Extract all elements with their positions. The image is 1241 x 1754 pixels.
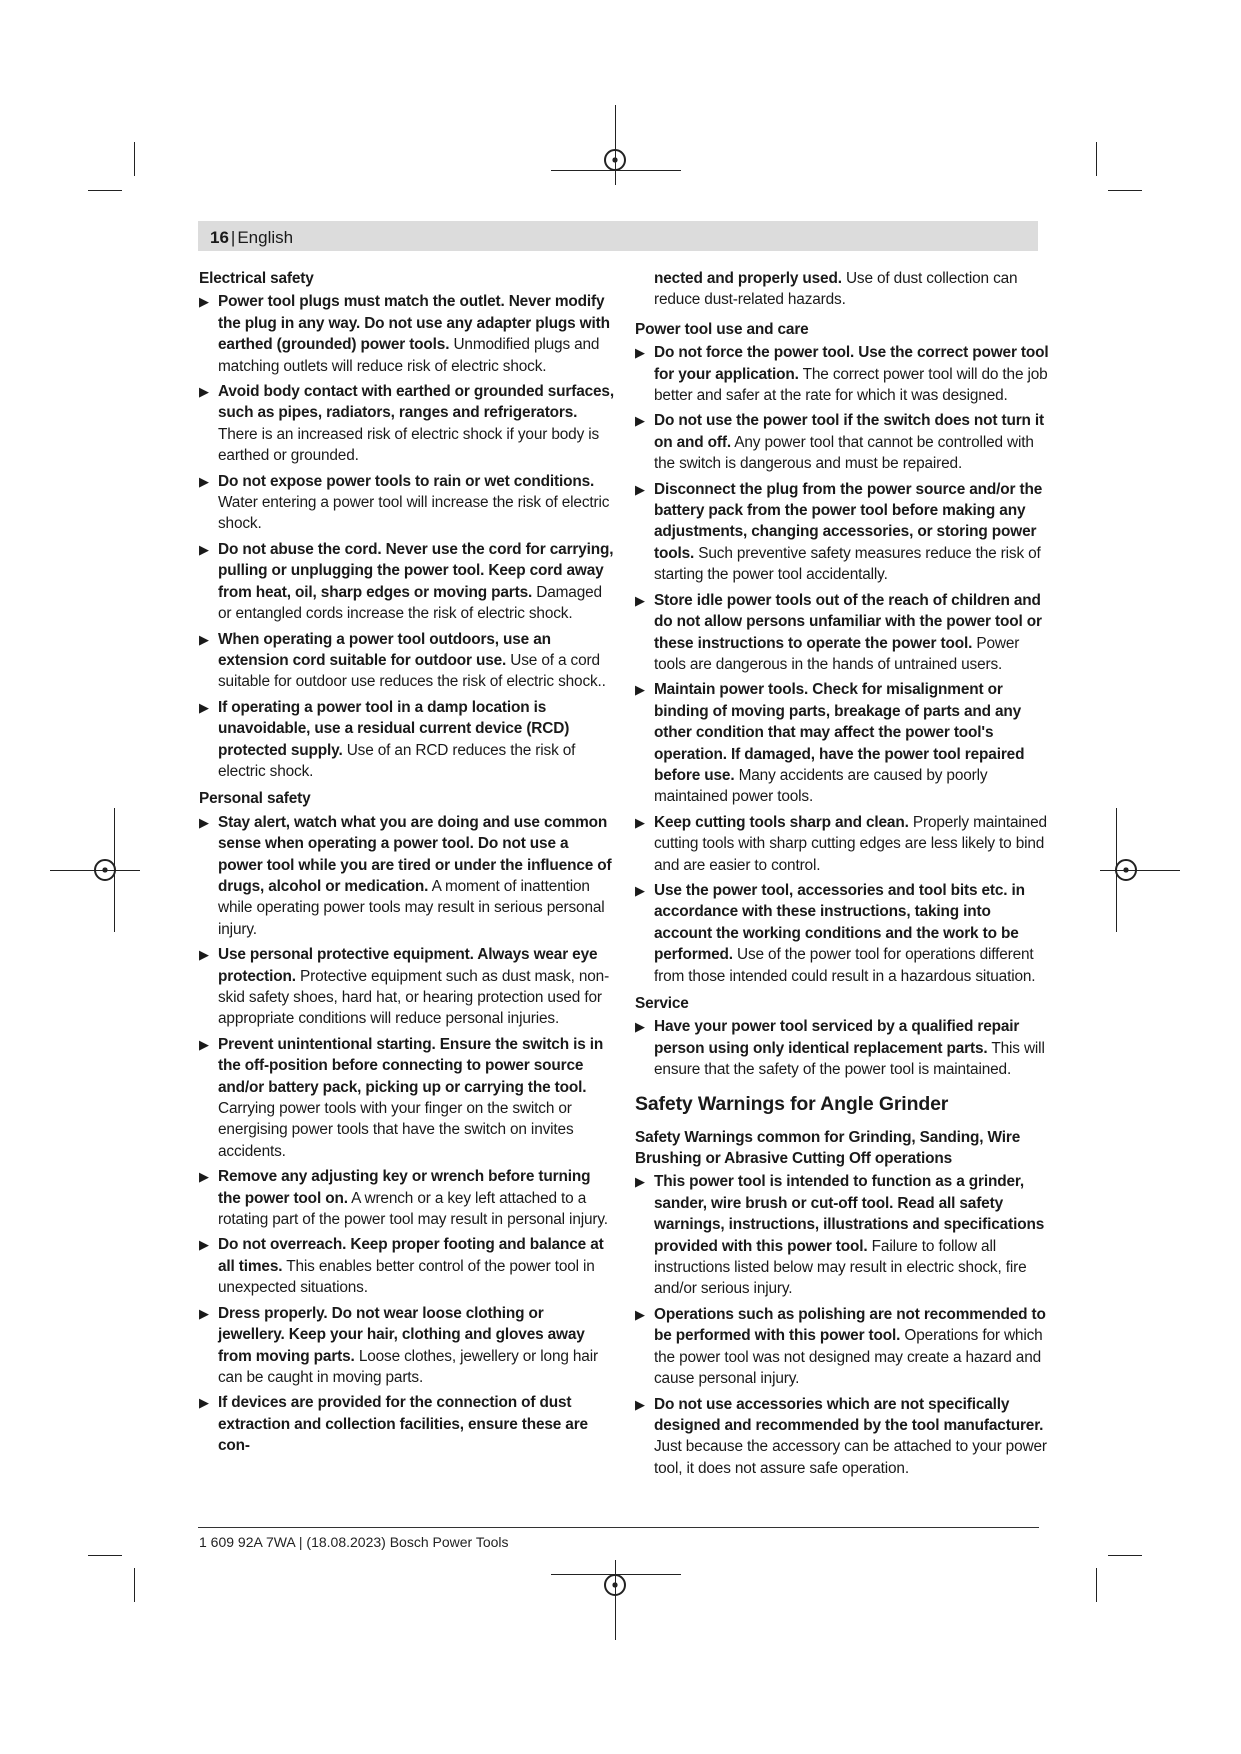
list-item: [635, 479, 1050, 586]
list-item: [199, 539, 614, 625]
list-item: [635, 812, 1050, 876]
list-item-bold: Avoid body contact with earthed or grounded surfaces, such as pipes, radiators, ranges and refrigerators.: [218, 383, 614, 422]
list-item-text: Just because the accessory can be attached to your power tool, it does not assure safe operation.: [654, 1438, 1047, 1477]
section-title-personal-safety: Personal safety: [199, 790, 311, 808]
list-item-bold: This power tool is intended to function as a grinder, sander, wire brush or cut-off tool. Read all safety warnings, instructions, illustrations and specifications provided with this power tool.: [654, 1173, 1045, 1255]
list-item-bold: Do not use the power tool if the switch does not turn it on and off.: [654, 412, 1045, 451]
list-item: [199, 697, 614, 783]
page-number: 16: [210, 228, 229, 247]
list-item-text: Any power tool that cannot be controlled with the switch is dangerous and must be repaired.: [654, 433, 1034, 473]
bullet-triangle-icon: ▶: [635, 345, 645, 361]
bullet-triangle-icon: ▶: [635, 481, 645, 497]
list-item-bold: Prevent unintentional starting. Ensure the switch is in the off-position before connecting to power source and/or battery pack, picking up or carrying the tool.: [218, 1035, 604, 1096]
list-item-text: This will ensure that the safety of the power tool is maintained.: [654, 1039, 1045, 1079]
section-title-electrical-safety: Electrical safety: [199, 270, 314, 287]
list-item: [199, 629, 614, 693]
list-item-text: A wrench or a key left attached to a rotating part of the power tool may result in personal injury.: [218, 1189, 608, 1229]
bullet-triangle-icon: ▶: [199, 1305, 209, 1321]
list-item-text: Unmodified plugs and matching outlets will reduce risk of electric shock.: [218, 336, 600, 375]
list-item-bold: Use personal protective equipment. Always wear eye protection.: [218, 946, 598, 985]
section-subtitle-angle-grinder: Safety Warnings common for Grinding, Sanding, Wire Brushing or Abrasive Cutting Off operations: [635, 1128, 1021, 1168]
section-title-service: Service: [635, 995, 689, 1012]
list-item: [635, 1171, 1050, 1299]
right-column: [635, 268, 1050, 1483]
list-item-text: Damaged or entangled cords increase the risk of electric shock.: [218, 583, 602, 623]
list-item-text: Loose clothes, jewellery or long hair can be caught in moving parts.: [218, 1347, 598, 1386]
bullet-triangle-icon: ▶: [199, 473, 209, 489]
list-item: [199, 1034, 614, 1162]
crop-mark: [1108, 190, 1142, 191]
section-title-use-care: Power tool use and care: [635, 320, 809, 338]
list-item-text: Use of a cord suitable for outdoor use reduces the risk of electric shock..: [218, 651, 606, 691]
list-item-bold: Have your power tool serviced by a qualified repair person using only identical replacement parts.: [654, 1018, 1020, 1057]
crop-mark: [1096, 1568, 1097, 1602]
bullet-triangle-icon: ▶: [635, 413, 645, 429]
list-item-bold: Do not abuse the cord. Never use the cord for carrying, pulling or unplugging the power tool. Keep cord away from heat, oil, sharp edges or moving parts.: [218, 540, 614, 601]
bullet-triangle-icon: ▶: [635, 814, 645, 830]
list-item: [635, 1394, 1050, 1480]
list-item: [199, 471, 614, 535]
bullet-triangle-icon: ▶: [199, 699, 209, 715]
list-item-bold: Stay alert, watch what you are doing and use common sense when operating a power tool. Do not use a power tool while you are tired or under the influence of drugs, alcohol or medication.: [218, 813, 612, 895]
crop-mark: [88, 190, 122, 191]
list-item: [635, 590, 1050, 676]
crop-mark: [88, 1555, 122, 1556]
crop-mark: [1108, 1555, 1142, 1556]
bullet-triangle-icon: ▶: [199, 947, 209, 963]
bullet-triangle-icon: ▶: [199, 384, 209, 400]
list-item: [199, 1392, 614, 1456]
list-item-bold: Remove any adjusting key or wrench before turning the power tool on.: [218, 1168, 591, 1207]
list-item: [199, 381, 614, 467]
continued-paragraph: [635, 268, 1050, 311]
list-item-bold: If operating a power tool in a damp location is unavoidable, use a residual current device (RCD) protected supply.: [218, 698, 570, 759]
crop-mark: [134, 1568, 135, 1602]
bullet-triangle-icon: ▶: [635, 1174, 645, 1190]
list-item-bold: Operations such as polishing are not recommended to be performed with this power tool.: [654, 1305, 1046, 1345]
bullet-triangle-icon: ▶: [199, 1237, 209, 1253]
bullet-triangle-icon: ▶: [635, 682, 645, 698]
list-item: [199, 1234, 614, 1298]
left-column: [199, 268, 614, 1461]
registration-target-icon: [1115, 859, 1137, 881]
list-item-text: Power tools are dangerous in the hands of untrained users.: [654, 634, 1020, 673]
personal-safety-list: [199, 812, 614, 1457]
list-item: [199, 291, 614, 377]
use-care-list: [635, 342, 1050, 987]
list-item-text: Use of an RCD reduces the risk of electric shock.: [218, 741, 576, 780]
registration-line: [615, 105, 616, 185]
registration-line: [1100, 870, 1180, 871]
list-item-text: This enables better control of the power tool in unexpected situations.: [218, 1257, 595, 1297]
list-item-text: There is an increased risk of electric shock if your body is earthed or grounded.: [218, 425, 600, 465]
list-item: [199, 812, 614, 940]
bullet-triangle-icon: ▶: [635, 592, 645, 608]
list-item-text: Properly maintained cutting tools with sharp cutting edges are less likely to bind and are easier to control.: [654, 813, 1047, 874]
bullet-triangle-icon: ▶: [199, 1036, 209, 1052]
registration-line: [615, 1560, 616, 1640]
bullet-triangle-icon: ▶: [199, 1169, 209, 1185]
continued-bold: nected and properly used.: [654, 270, 842, 287]
bullet-triangle-icon: ▶: [635, 1019, 645, 1035]
crop-mark: [1096, 142, 1097, 176]
electrical-safety-list: [199, 291, 614, 782]
list-item: [635, 679, 1050, 807]
continued-text: Use of dust collection can reduce dust-related hazards.: [654, 270, 1018, 309]
list-item-bold: Maintain power tools. Check for misalignment or binding of moving parts, breakage of parts and any other condition that may affect the power tool's operation. If damaged, have the power tool repaired before use.: [654, 681, 1025, 784]
list-item-text: Many accidents are caused by poorly maintained power tools.: [654, 766, 988, 806]
list-item-bold: Keep cutting tools sharp and clean.: [654, 813, 909, 831]
list-item-text: A moment of inattention while operating power tools may result in serious personal injury.: [218, 877, 605, 938]
list-item: [635, 1016, 1050, 1080]
list-item: [635, 410, 1050, 474]
list-item-bold: Store idle power tools out of the reach of children and do not allow persons unfamiliar with the power tool or these instructions to operate the power tool.: [654, 591, 1042, 652]
list-item-bold: Dress properly. Do not wear loose clothing or jewellery. Keep your hair, clothing and gloves away from moving parts.: [218, 1304, 585, 1365]
page-header: [210, 228, 293, 248]
list-item-text: Failure to follow all instructions listed below may result in electric shock, fire and/or serious injury.: [654, 1237, 1027, 1298]
list-item-bold: Do not overreach. Keep proper footing and balance at all times.: [218, 1236, 604, 1275]
registration-target-icon: [604, 149, 626, 171]
list-item-text: Such preventive safety measures reduce the risk of starting the power tool accidentally.: [654, 544, 1041, 584]
list-item: [199, 1303, 614, 1389]
list-item: [635, 1304, 1050, 1390]
header-band: [198, 221, 1038, 251]
bullet-triangle-icon: ▶: [199, 541, 209, 557]
list-item: [199, 1166, 614, 1230]
page-footer: 1 609 92A 7WA | (18.08.2023) Bosch Power Tools: [199, 1534, 509, 1550]
list-item-bold: Power tool plugs must match the outlet. Never modify the plug in any way. Do not use any adapter plugs with earthed (grounded) power tools.: [218, 293, 610, 354]
angle-grinder-list: [635, 1171, 1050, 1479]
crop-mark: [134, 142, 135, 176]
bullet-triangle-icon: ▶: [199, 814, 209, 830]
list-item-bold: Disconnect the plug from the power source and/or the battery pack from the power tool before making any adjustments, changing accessories, or storing power tools.: [654, 480, 1043, 562]
bullet-triangle-icon: ▶: [199, 1395, 209, 1411]
bullet-triangle-icon: ▶: [199, 294, 209, 310]
list-item-bold: When operating a power tool outdoors, use an extension cord suitable for outdoor use.: [218, 630, 551, 669]
list-item: [199, 944, 614, 1030]
list-item-bold: If devices are provided for the connection of dust extraction and collection facilities, ensure these are con-: [218, 1394, 588, 1455]
section-title-angle-grinder: Safety Warnings for Angle Grinder: [635, 1092, 949, 1115]
list-item-text: The correct power tool will do the job better and safer at the rate for which it was designed.: [654, 365, 1048, 405]
list-item: [635, 880, 1050, 987]
service-list: [635, 1016, 1050, 1080]
bullet-triangle-icon: ▶: [199, 631, 209, 647]
bullet-triangle-icon: ▶: [635, 882, 645, 898]
list-item-text: Carrying power tools with your finger on the switch or energising power tools that have the switch on invites accidents.: [218, 1100, 574, 1160]
list-item-text: Operations for which the power tool was not designed may create a hazard and cause personal injury.: [654, 1327, 1043, 1388]
list-item: [635, 342, 1050, 406]
header-separator: |: [230, 228, 236, 247]
bullet-triangle-icon: ▶: [635, 1396, 645, 1412]
list-item-bold: Use the power tool, accessories and tool bits etc. in accordance with these instructions, taking into account the working conditions and the work to be performed.: [654, 881, 1025, 964]
list-item-text: Use of the power tool for operations different from those intended could result in a hazardous situation.: [654, 946, 1036, 985]
list-item-text: Protective equipment such as dust mask, non-skid safety shoes, hard hat, or hearing protection used for appropriate conditions will reduce personal injuries.: [218, 967, 610, 1028]
registration-target-icon: [604, 1574, 626, 1596]
list-item-bold: Do not force the power tool. Use the correct power tool for your application.: [654, 344, 1049, 383]
footer-rule: [198, 1527, 1039, 1528]
list-item-text: Water entering a power tool will increase the risk of electric shock.: [218, 494, 610, 533]
registration-target-icon: [94, 859, 116, 881]
list-item-bold: Do not expose power tools to rain or wet conditions.: [218, 472, 595, 490]
list-item-bold: Do not use accessories which are not specifically designed and recommended by the tool manufacturer.: [654, 1395, 1044, 1434]
bullet-triangle-icon: ▶: [635, 1306, 645, 1322]
header-language: English: [237, 228, 294, 247]
